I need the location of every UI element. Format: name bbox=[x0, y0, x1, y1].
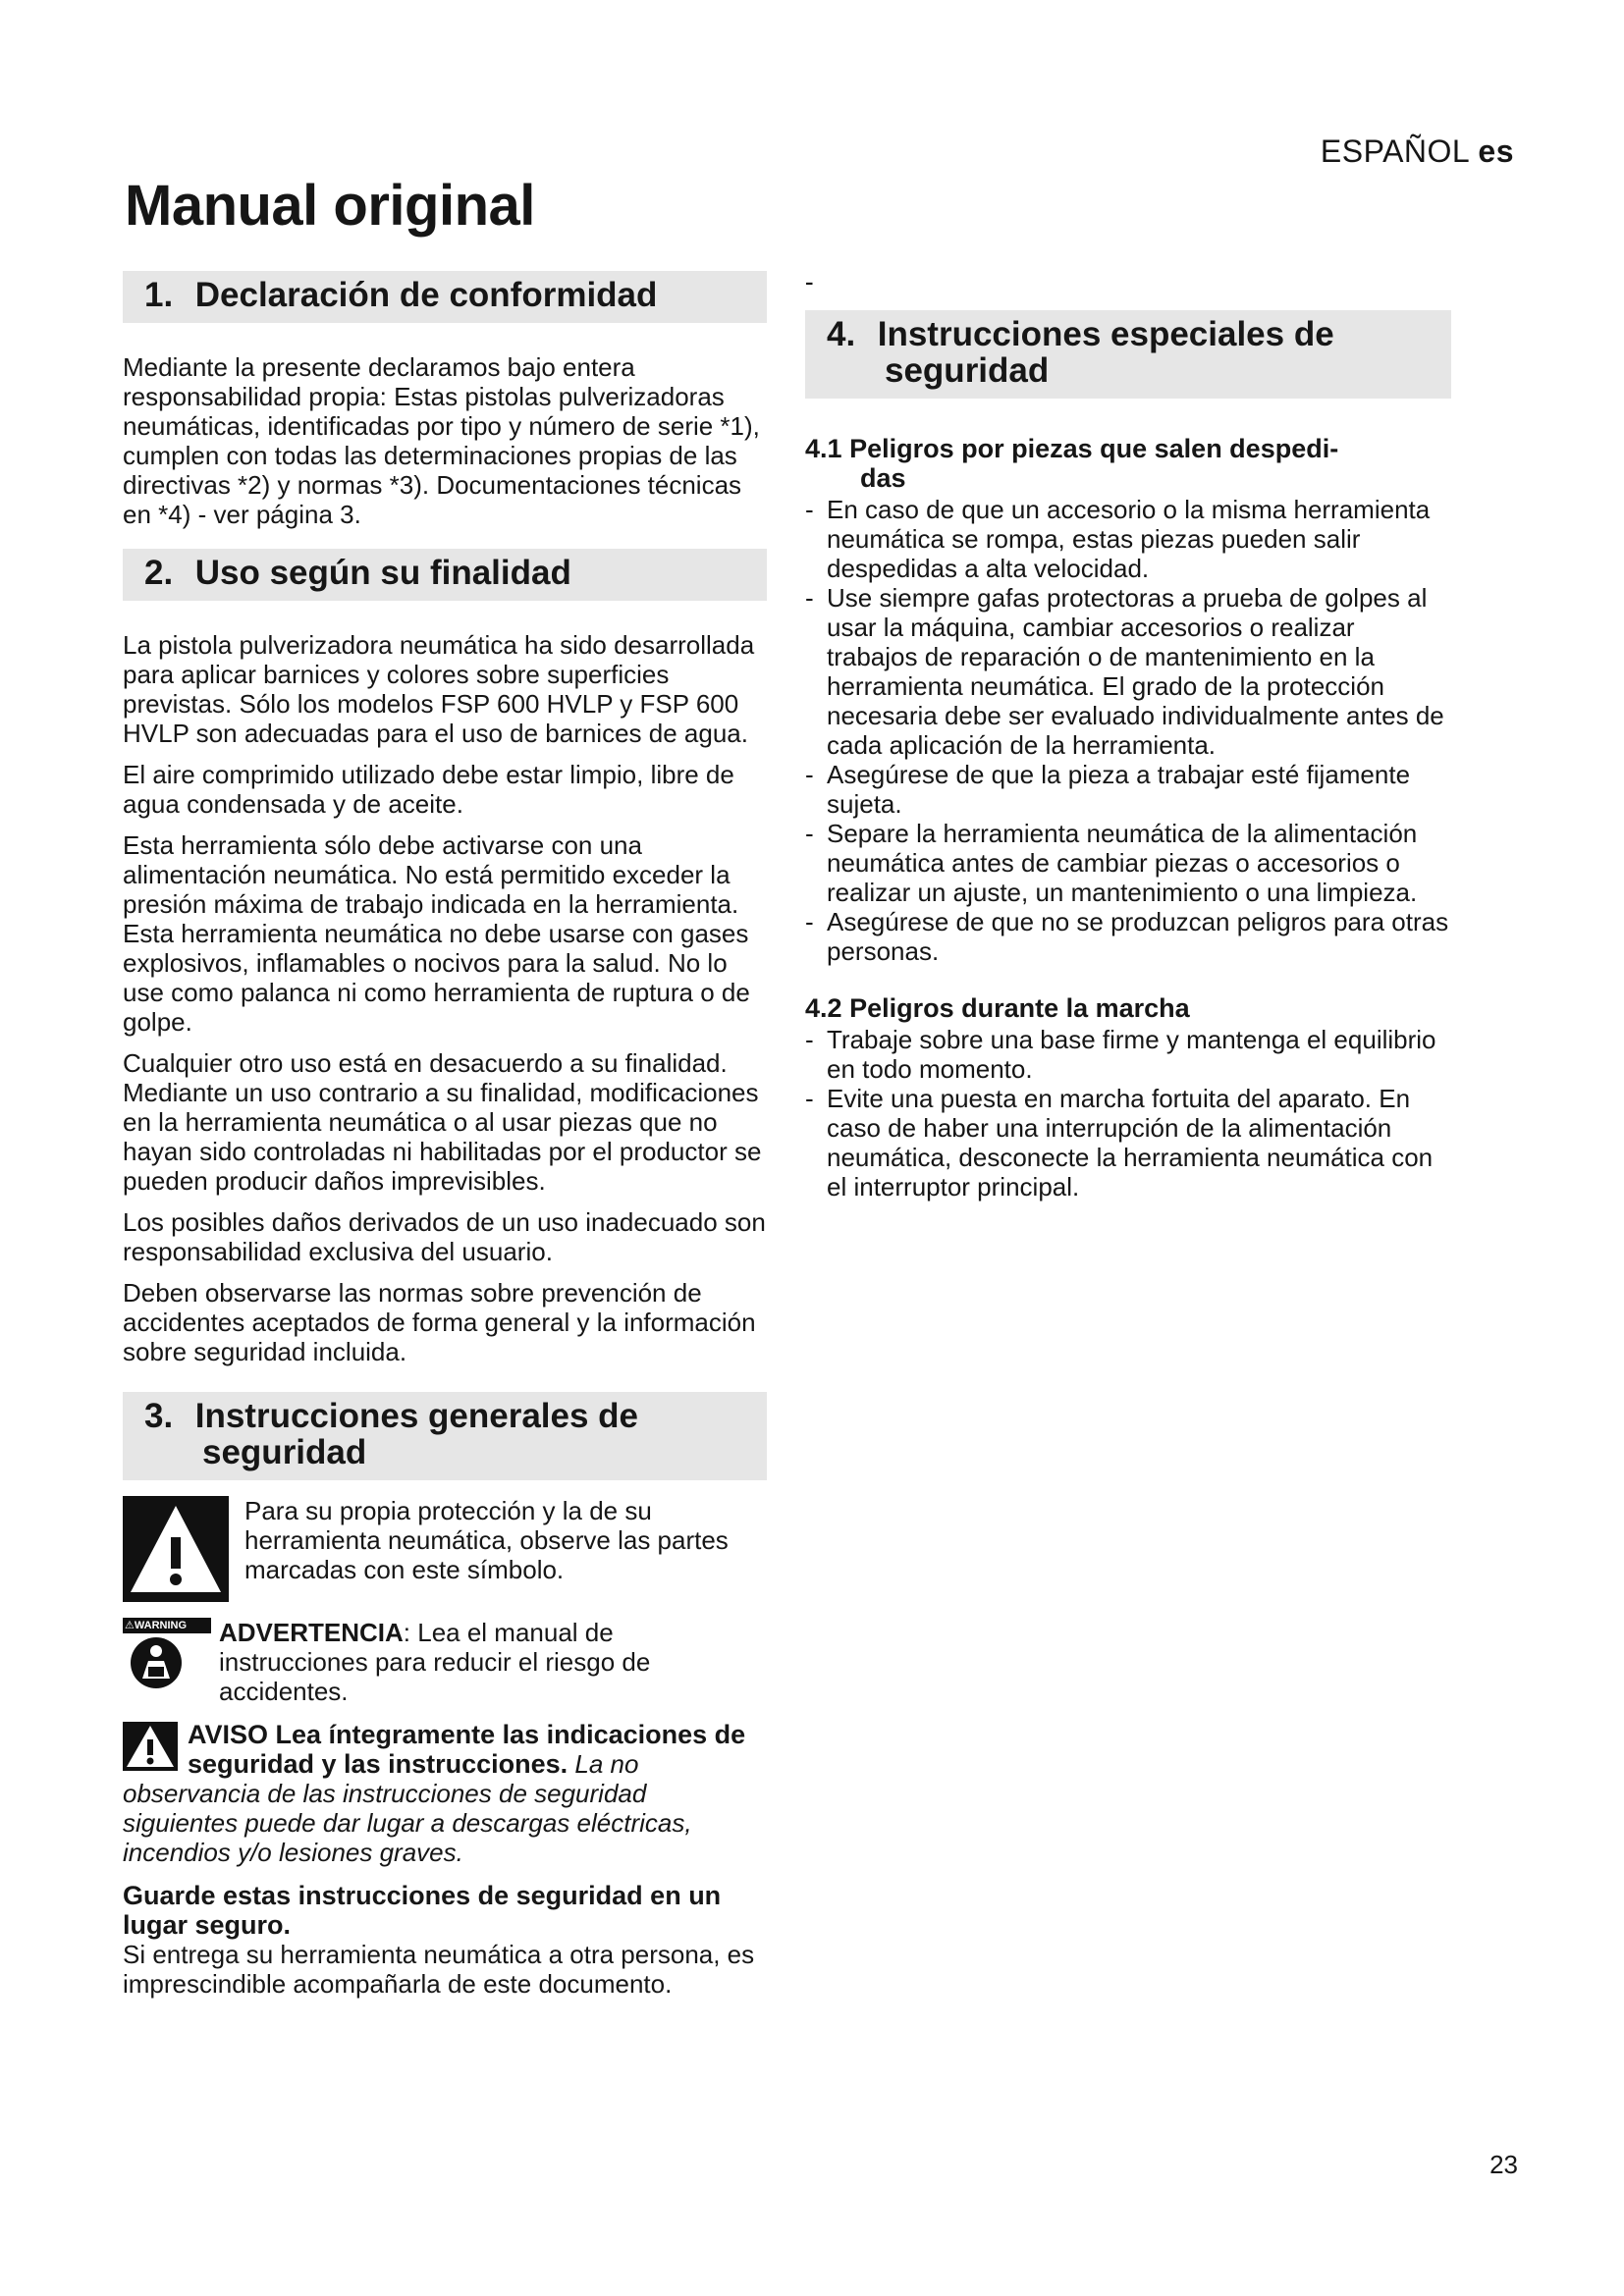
subsection-4-2-heading bbox=[805, 993, 1451, 1023]
advertencia-body: : Lea el manual de instrucciones para reducir el riesgo de accidentes. bbox=[219, 1618, 651, 1706]
guarde-text: Si entrega su herramienta neumática a otra persona, es imprescindible acompañarla de este documento. bbox=[123, 1940, 755, 1999]
subsection-4-2-list bbox=[805, 1025, 1451, 1201]
subsection-4-1-list bbox=[805, 495, 1451, 966]
aviso-block bbox=[123, 1720, 767, 1867]
aviso-italic-text: La no observancia de las instrucciones de seguridad siguientes puede dar lugar a descargas eléctricas, incendios y/o lesiones graves. bbox=[123, 1749, 692, 1867]
subsection-title: Peligros durante la marcha bbox=[849, 993, 1190, 1023]
subsection-number: 4.1 bbox=[805, 434, 842, 463]
guarde-bold-text: Guarde estas instrucciones de seguridad en un lugar seguro. bbox=[123, 1881, 722, 1940]
list-item: - Evite una puesta en marcha fortuita del aparato. En caso de haber una interrupción de la alimentación neumática, desconecte la herramienta neumática con el interruptor principal. bbox=[805, 1084, 1451, 1201]
section-title-line2: seguridad bbox=[885, 351, 1050, 390]
section-number: 1. bbox=[144, 276, 174, 314]
safety-symbol-row bbox=[123, 1496, 767, 1602]
warning-tag: ⚠WARNING bbox=[123, 1618, 211, 1633]
section-title: Uso según su finalidad bbox=[194, 554, 571, 592]
paragraph: Esta herramienta sólo debe activarse con una alimentación neumática. No está permitido exceder la presión máxima de trabajo indicada en la herramienta. Esta herramienta neumática no debe usarse con gases explosivos, inflamables o nocivos para la salud. No lo use como palanca ni como herramienta de ruptura o de golpe. bbox=[123, 830, 750, 1037]
read-manual-icon bbox=[129, 1635, 184, 1690]
section-number: 3. bbox=[144, 1397, 174, 1435]
symbol-text: Para su propia protección y la de su herramienta neumática, observe las partes marcadas con este símbolo. bbox=[244, 1496, 729, 1584]
subsection-title-line1: Peligros por piezas que salen despedi- bbox=[849, 434, 1339, 463]
paragraph: Cualquier otro uso está en desacuerdo a su finalidad. Mediante un uso contrario a su finalidad, modificaciones en la herramienta neumática o al usar piezas que no hayan sido controladas ni habilitadas por el productor se pueden producir daños imprevisibles. bbox=[123, 1048, 762, 1196]
language-label bbox=[1321, 133, 1514, 170]
aviso-bold-text: AVISO Lea íntegramente las indicaciones de seguridad y las instrucciones. bbox=[188, 1720, 746, 1779]
section-title-line2: seguridad bbox=[202, 1433, 367, 1471]
list-item: - Asegúrese de que no se produzcan peligros para otras personas. bbox=[805, 907, 1451, 966]
advertencia-text bbox=[219, 1618, 767, 1706]
section-title-line1: Instrucciones generales de bbox=[194, 1397, 639, 1435]
section-2-heading bbox=[123, 549, 767, 601]
section-title-line1: Instrucciones especiales de bbox=[877, 315, 1334, 353]
small-warning-icon bbox=[123, 1722, 178, 1771]
page-number: 23 bbox=[1489, 2150, 1518, 2179]
left-column bbox=[123, 271, 767, 1999]
paragraph: Deben observarse las normas sobre prevención de accidentes aceptados de forma general y la información sobre seguridad incluida. bbox=[123, 1278, 756, 1366]
paragraph: El aire comprimido utilizado debe estar limpio, libre de agua condensada y de aceite. bbox=[123, 760, 734, 819]
section-1-heading bbox=[123, 271, 767, 323]
advertencia-label: ADVERTENCIA bbox=[219, 1618, 404, 1647]
section-number: 2. bbox=[144, 554, 174, 592]
list-item: - Asegúrese de que la pieza a trabajar esté fijamente sujeta. bbox=[805, 760, 1451, 819]
subsection-number: 4.2 bbox=[805, 993, 842, 1023]
section-number: 4. bbox=[827, 315, 856, 353]
warning-triangle-icon bbox=[123, 1496, 229, 1602]
section-1-text: Mediante la presente declaramos bajo entera responsabilidad propia: Estas pistolas pulverizadoras neumáticas, identificadas por tipo y número de serie *1), cumplen con todas las determinaciones propias de las directivas *2) y normas *3). Documentaciones técnicas en *4) - ver página 3. bbox=[123, 352, 760, 529]
section-title: Declaración de conformidad bbox=[194, 276, 658, 314]
paragraph: La pistola pulverizadora neumática ha sido desarrollada para aplicar barnices y colores sobre superficies previstas. Sólo los modelos FSP 600 HVLP y FSP 600 HVLP son adecuadas para el uso de barnices de agua. bbox=[123, 630, 755, 748]
page-title: Manual original bbox=[125, 174, 535, 238]
language-code: es bbox=[1478, 133, 1514, 169]
read-manual-badge bbox=[123, 1618, 211, 1696]
guarde-block bbox=[123, 1881, 767, 1999]
section-3-heading bbox=[123, 1392, 767, 1480]
subsection-4-1-heading bbox=[805, 434, 1451, 493]
section-4-heading bbox=[805, 310, 1451, 399]
advertencia-row bbox=[123, 1618, 767, 1706]
list-item: - Separe la herramienta neumática de la alimentación neumática antes de cambiar piezas o accesorios o realizar un ajuste, un mantenimiento o una limpieza. bbox=[805, 819, 1451, 907]
subsection-title-line2: das bbox=[860, 463, 906, 493]
list-item: - En caso de que un accesorio o la misma herramienta neumática se rompa, estas piezas pueden salir despedidas a alta velocidad. bbox=[805, 495, 1451, 583]
right-column bbox=[805, 267, 1451, 1201]
language-name: ESPAÑOL bbox=[1320, 133, 1470, 169]
list-item: - Use siempre gafas protectoras a prueba de golpes al usar la máquina, cambiar accesorios o realizar trabajos de reparación o de mantenimiento en la herramienta neumática. El grado de la protección necesaria debe ser evaluado individualmente antes de cada aplicación de la herramienta. bbox=[805, 583, 1451, 760]
paragraph: Los posibles daños derivados de un uso inadecuado son responsabilidad exclusiva del usuario. bbox=[123, 1207, 766, 1266]
list-item: - Trabaje sobre una base firme y mantenga el equilibrio en todo momento. bbox=[805, 1025, 1451, 1084]
